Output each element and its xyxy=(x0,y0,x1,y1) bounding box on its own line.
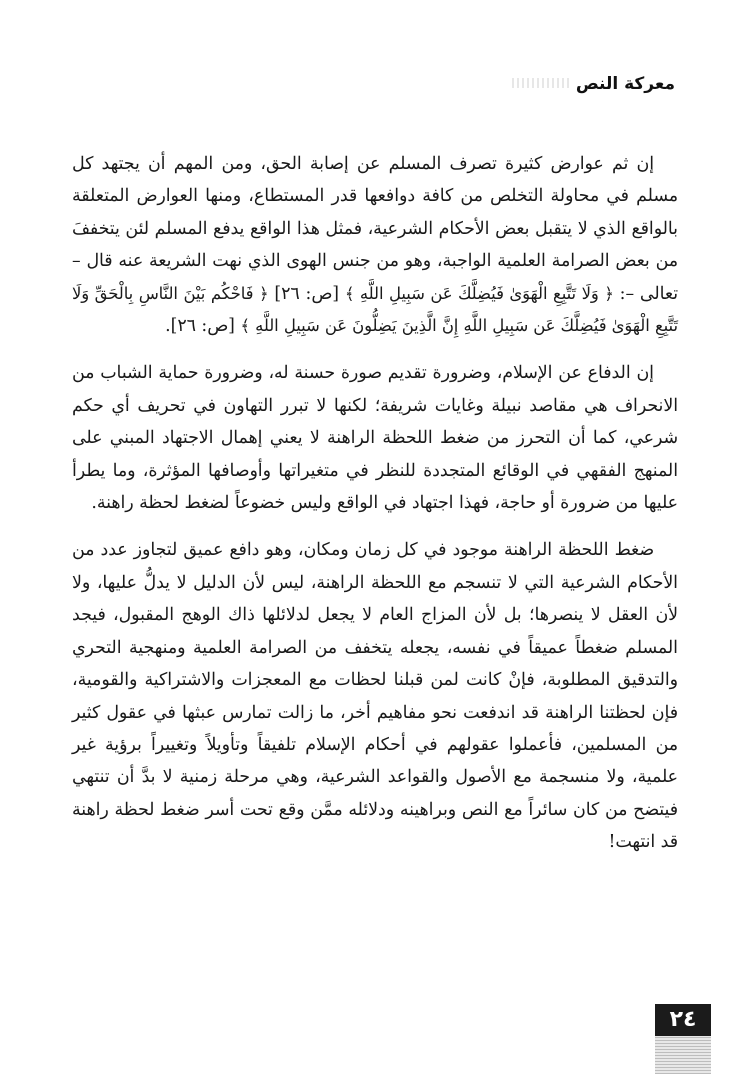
paragraph-2: إن الدفاع عن الإسلام، وضرورة تقديم صورة حسنة له، وضرورة حماية الشباب من الانحراف هي مقاصد نبيلة وغايات شريفة؛ لكنها لا تبرر التهاون في تحريف أي حكم شرعي، كما أن التحرز من ضغط اللحظة الراهنة لا يعني إهمال الاجتهاد المبني على المنهج الفقهي في الوقائع المتجددة للنظر في متغيراتها وأوصافها المؤثرة، وما يطرأ عليها من ضرورة أو حاجة، فهذا اجتهاد في الواقع وليس خضوعاً لضغط لحظة راهنة. xyxy=(72,363,678,514)
page-number: ٢٤ xyxy=(655,1004,711,1036)
quran-reference-2: [ص: ٢٦]. xyxy=(165,316,241,337)
quran-reference-1: [ص: ٢٦] xyxy=(268,283,345,304)
paragraph-1-text: إن ثم عوارض كثيرة تصرف المسلم عن إصابة الحق، ومن المهم أن يجتهد كل مسلم في محاولة التخلص من كافة دوافعها قدر المستطاع، ومنها العوارض المتعلقة بالواقع الذي لا يتقبل بعض الأحكام الشرعية، فمثل هذا الواقع يدفع المسلم لئن يتخففَ من بعض الصرامة العلمية الواجبة، وهو من جنس الهوى الذي نهت الشريعة عنه قال – تعالى –: xyxy=(72,154,679,304)
body-text xyxy=(72,148,678,874)
paragraph-1 xyxy=(72,148,678,342)
faint-ornament xyxy=(512,78,572,88)
folio-strip xyxy=(655,1036,711,1074)
running-header: معركة النص xyxy=(575,74,675,94)
paragraph-3: ضغط اللحظة الراهنة موجود في كل زمان ومكان، وهو دافع عميق لتجاوز عدد من الأحكام الشرعية التي لا تنسجم مع اللحظة الراهنة، ليس لأن الدليل لا يدلُّ عليها، ولا لأن العقل لا ينصرها؛ بل لأن المزاج العام لا يجعل لدلائلها ذاك الوهج المقبول، فيجد المسلم ضغطاً عميقاً في نفسه، يجعله يتخفف من الصرامة العلمية ومنهجية التحري والتدقيق المطلوبة، فإنْ كانت لمن قبلنا لحظات مع المعجزات والاشتراكية والقومية، فإن لحظتنا الراهنة قد اندفعت نحو مفاهيم أخر، ما زالت تمارس عبثها في عقول كثير من المسلمين، فأعملوا عقولهم في أحكام الإسلام تلفيقاً وتأويلاً وتغييراً برؤية غير علمية، ولا منسجمة مع الأصول والقواعد الشرعية، وهي مرحلة زمنية لا بدَّ أن تنتهي فيتضح من كان سائراً مع النص وبراهينه ودلائله ممَّن وقع تحت أسر ضغط لحظة راهنة قد انتهت! xyxy=(72,540,678,853)
quran-quote-1: ﴿ وَلَا تَتَّبِعِ الْهَوَىٰ فَيُضِلَّكَ عَن سَبِيلِ اللَّهِ ﴾ xyxy=(344,283,614,303)
quran-quote-2: ﴿ فَاحْكُم بَيْنَ النَّاسِ بِالْحَقِّ وَلَا تَتَّبِعِ الْهَوَىٰ فَيُضِلَّكَ عَن سَبِيلِ اللَّهِ إِنَّ الَّذِينَ يَضِلُّونَ عَن سَبِيلِ اللَّهِ ﴾ xyxy=(72,283,678,336)
